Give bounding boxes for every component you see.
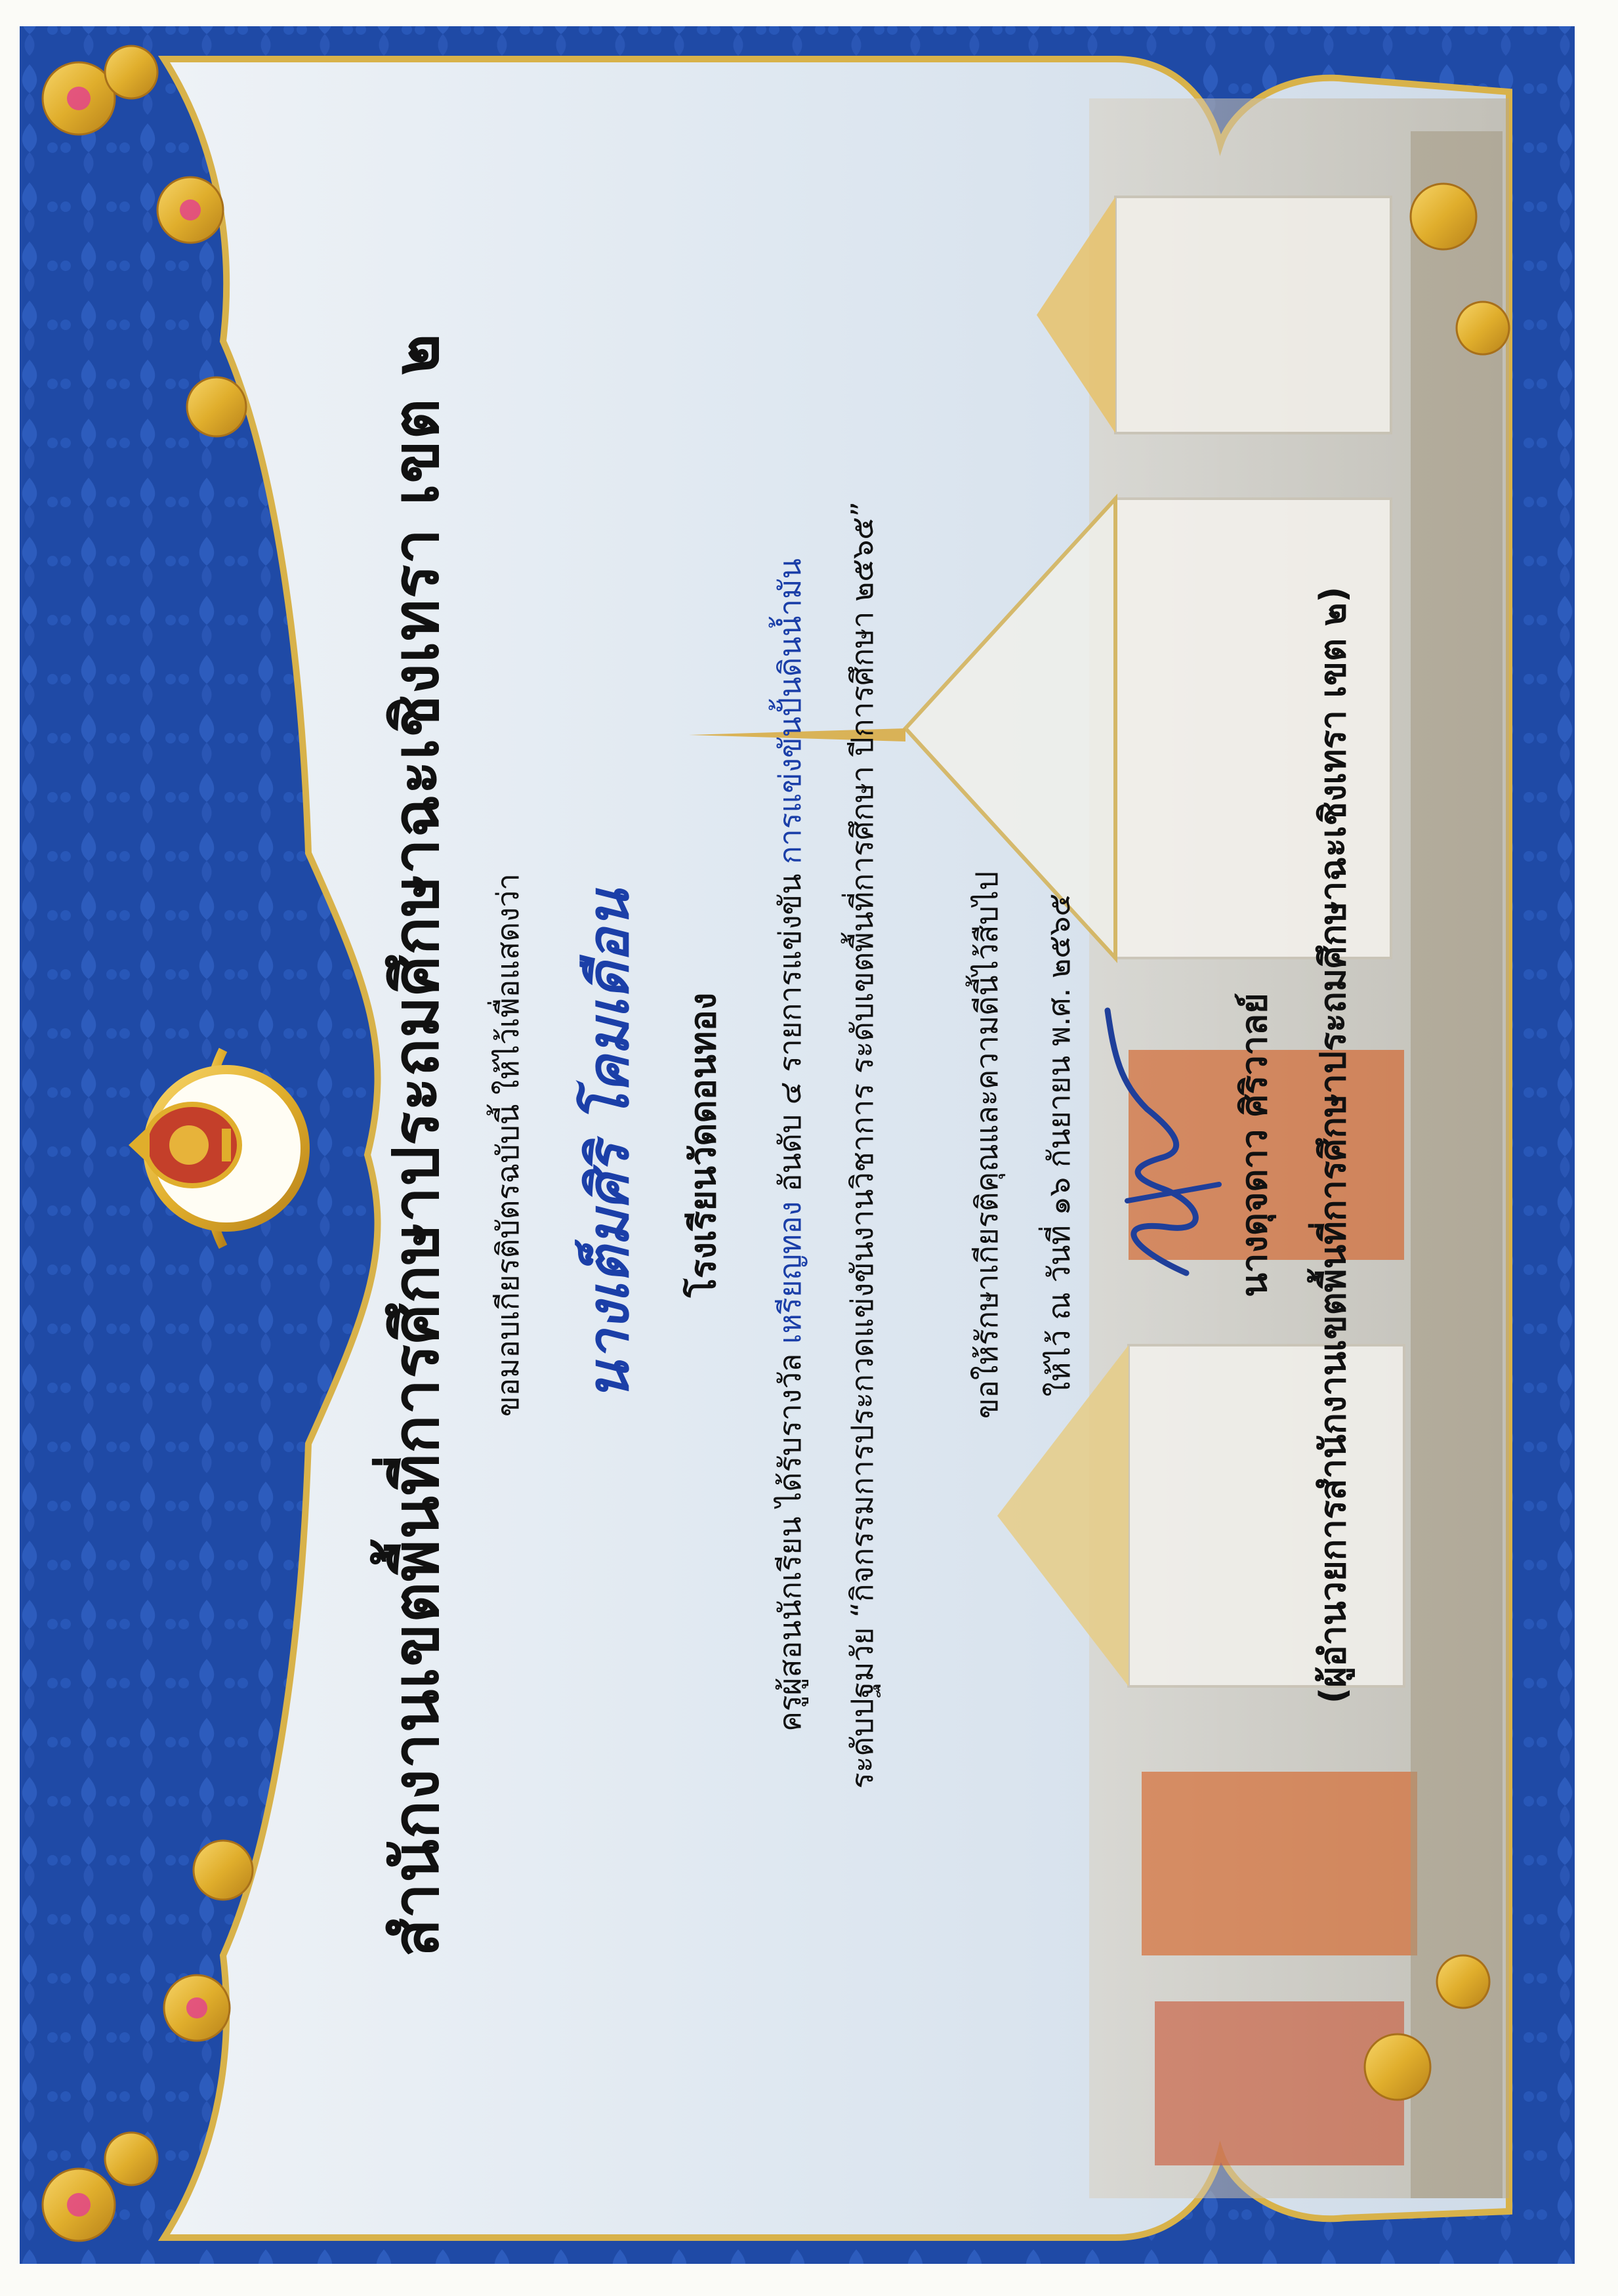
award-line-prefix: ครูผู้สอนนักเรียน ได้รับรางวัล — [772, 1353, 808, 1732]
award-rank: อันดับ ๔ รายการแข่งขัน — [772, 873, 808, 1192]
award-level: เหรียญทอง — [772, 1201, 808, 1345]
contest-name: การแข่งขันปั้นดินน้ำมัน — [772, 558, 808, 864]
wish-line: ขอให้รักษาเกียรติคุณและความดีนี้ไว้สืบไป — [969, 871, 1005, 1419]
signature-mark — [1088, 991, 1232, 1299]
school-name: โรงเรียนวัดดอนทอง — [682, 992, 724, 1298]
given-date: ให้ไว้ ณ วันที่ ๑๖ กันยายน พ.ศ. ๒๕๖๕ — [1041, 893, 1077, 1397]
issuer-title: สำนักงานเขตพื้นที่การศึกษาประถมศึกษาฉะเชิงเทรา เขต ๒ — [379, 333, 453, 1957]
presentation-line: ขอมอบเกียรติบัตรฉบับนี้ ให้ไว้เพื่อแสดงว่า — [490, 873, 526, 1417]
award-line — [766, 33, 814, 2257]
recipient-name: นางเต็มศิริ โคมเดือน — [576, 890, 642, 1400]
event-line: ระดับปฐมวัย “กิจกรรมการประกวดแข่งขันงานวิชาการ ระดับเขตพื้นที่การศึกษา ปีการศึกษา ๒๕๖๕” — [844, 501, 880, 1789]
emblem-icon — [123, 1093, 248, 1198]
signer-position: (ผู้อำนวยการสำนักงานเขตพื้นที่การศึกษาประถมศึกษาฉะเชิงเทรา เขต ๒) — [1312, 586, 1354, 1704]
signer-name: นางดุจดาว ศิริวาลย์ — [1234, 993, 1275, 1297]
certificate-content — [25, 33, 1587, 2257]
